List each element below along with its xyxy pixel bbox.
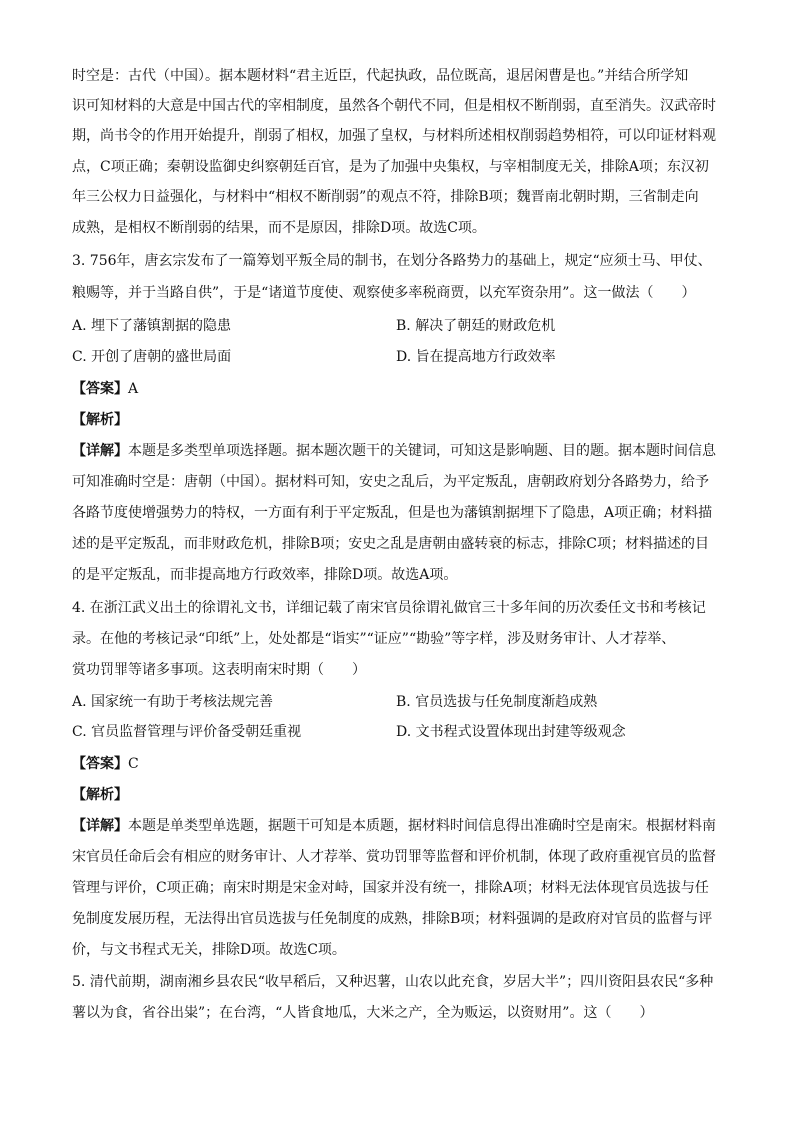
q4-detail-line: 宋官员任命后会有相应的财务审计、人才荐举、赏功罚罪等监督和评价机制，体现了政府重视官员的监督 — [72, 849, 716, 865]
q4-analysis-tag — [72, 785, 128, 805]
analysis-tag: 【解析】 — [72, 787, 128, 803]
q2-tail-line: 成熟，是相权不断削弱的结果，而不是原因，排除D项。故选C项。 — [72, 220, 486, 236]
q4-option-c: C. 官员监督管理与评价备受朝廷重视 — [72, 724, 302, 740]
detail-text: 本题是多类型单项选择题。据本题次题干的关键词，可知这是影响题、目的题。据本题时间信息 — [128, 443, 716, 459]
answer-value: A — [128, 381, 139, 397]
q3-detail-line — [72, 441, 716, 461]
q3-analysis-tag — [72, 410, 128, 430]
detail-tag: 【详解】 — [72, 818, 128, 834]
q3-option-d: D. 旨在提高地方行政效率 — [396, 349, 556, 365]
q4-option-b: B. 官员选拔与任免制度渐趋成熟 — [396, 694, 598, 710]
detail-tag: 【详解】 — [72, 443, 128, 459]
q3-answer — [72, 379, 138, 399]
q4-detail-line: 免制度发展历程，无法得出官员选拔与任免制度的成熟，排除B项；材料强调的是政府对官员的监督与评 — [72, 911, 713, 927]
q3-detail-line: 的是平定叛乱，而非提高地方行政效率，排除D项。故选A项。 — [72, 567, 458, 583]
q4-detail-line — [72, 816, 716, 836]
q3-option-c: C. 开创了唐朝的盛世局面 — [72, 349, 232, 365]
q2-tail-line: 年三公权力日益强化，与材料中“相权不断削弱”的观点不符，排除B项；魏晋南北朝时期，三省制走向 — [72, 189, 699, 205]
q4-detail-line: 价，与文书程式无关，排除D项。故选C项。 — [72, 942, 346, 958]
answer-tag: 【答案】 — [72, 756, 128, 772]
q3-stem-line: 粮赐等，并于当路自供”，于是“诸道节度使、观察使多率税商贾，以充军资杂用”。这一做法（ ） — [72, 285, 696, 301]
q3-option-a: A. 埋下了藩镇割据的隐患 — [72, 318, 232, 334]
q3-detail-line: 述的是平定叛乱，而非财政危机，排除B项；安史之乱是唐朝由盛转衰的标志，排除C项；材料描述的目 — [72, 536, 709, 552]
q3-detail-line: 各路节度使增强势力的特权，一方面有利于平定叛乱，但是也为藩镇割据埋下了隐患，A项正确；材料描 — [72, 505, 713, 521]
q4-stem-line: 赏功罚罪等诸多事项。这表明南宋时期（ ） — [72, 662, 366, 678]
q2-tail-line: 时空是：古代（中国）。据本题材料“君主近臣，代起执政，品位既高，退居闲曹是也。”并结合所学知 — [72, 68, 689, 84]
answer-tag: 【答案】 — [72, 381, 128, 397]
q2-tail-line: 识可知材料的大意是中国古代的宰相制度，虽然各个朝代不同，但是相权不断削弱，直至消失。汉武帝时 — [72, 98, 716, 114]
answer-value: C — [128, 756, 139, 772]
q3-stem-line: 3. 756年，唐玄宗发布了一篇筹划平叛全局的制书，在划分各路势力的基础上，规定“应须士马、甲仗、 — [72, 253, 712, 269]
q2-tail-line: 点，C项正确；秦朝设监御史纠察朝廷百官，是为了加强中央集权，与宰相制度无关，排除A项；东汉初 — [72, 159, 709, 175]
detail-text: 本题是单类型单选题，据题干可知是本质题，据材料时间信息得出准确时空是南宋。根据材料南 — [128, 818, 716, 834]
q4-detail-line: 管理与评价，C项正确；南宋时期是宋金对峙，国家并没有统一，排除A项；材料无法体现官员选拔与任 — [72, 880, 709, 896]
q4-stem-line: 录。在他的考核记录“印纸”上，处处都是“诣实”“证应”“勘验”等字样，涉及财务审计、人才荐举、 — [72, 631, 676, 647]
q4-option-d: D. 文书程式设置体现出封建等级观念 — [396, 724, 626, 740]
q5-stem-line: 薯以为食，省谷出粜”；在台湾，“人皆食地瓜，大米之产，全为贩运，以资财用”。这（ ） — [72, 1005, 654, 1021]
q4-stem-line: 4. 在浙江武义出土的徐谓礼文书，详细记载了南宋官员徐谓礼做官三十多年间的历次委任文书和考核记 — [72, 600, 706, 616]
q2-tail-line: 期，尚书令的作用开始提升，削弱了相权，加强了皇权，与材料所述相权削弱趋势相符，可以印证材料观 — [72, 128, 716, 144]
q3-detail-line: 可知准确时空是：唐朝（中国）。据材料可知，安史之乱后，为平定叛乱，唐朝政府划分各路势力，给予 — [72, 474, 709, 490]
q5-stem-line: 5. 清代前期，湖南湘乡县农民“收早稻后，又种迟薯，山农以此充食，岁居大半”；四川资阳县农民“多种 — [72, 974, 714, 990]
q3-option-b: B. 解决了朝廷的财政危机 — [396, 318, 556, 334]
q4-answer — [72, 754, 139, 774]
analysis-tag: 【解析】 — [72, 412, 128, 428]
q4-option-a: A. 国家统一有助于考核法规完善 — [72, 694, 274, 710]
